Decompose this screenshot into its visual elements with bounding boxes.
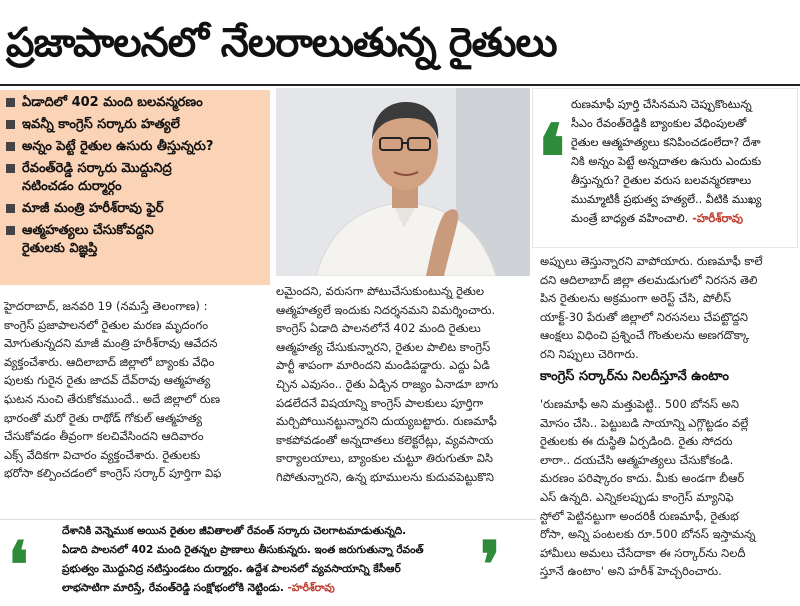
highlight-item: ఏడాదిలో 402 మంది బలవన్మరణం bbox=[6, 94, 266, 112]
quote-bottom-attribution: -హరీశ్‌రావు bbox=[283, 582, 335, 594]
bullet-square-icon bbox=[6, 204, 15, 213]
highlights-box bbox=[0, 90, 270, 285]
pull-quote-top bbox=[532, 88, 798, 248]
highlight-item: రేవంత్‌రెడ్డి సర్కారు మొద్దునిద్ర నటించడం దుర్మార్గం bbox=[6, 160, 266, 196]
quote-bottom-text: దేశానికి వెన్నెముక అయిన రైతుల జీవితాలతో రేవంత్ సర్కారు చెలగాటమాడుతున్నది. ఏడాది పాలనలో 402 మంది రైతన్నల ప్రాణాలు తీసుకున్నరు. ఇంత జరుగుతున్నా రేవంత్ ప్రభుత్వం మొద్దునిద్ర నటిస్తుండటం దుర్మార్గం. ఉద్దేశ పాలనలో వ్యవసాయాన్ని కేసీఆర్ లాభసాటిగా మారిస్తే, రేవంత్‌రెడ్డి సంక్షోభంలోకి నెట్టిండు. bbox=[62, 525, 424, 594]
quote-open-icon: ❛ bbox=[8, 528, 29, 603]
article-column-1: హైదరాబాద్, జనవరి 19 (నమస్తే తెలంగాణ) : కాంగ్రెస్ ప్రజాపాలనలో రైతుల మరణ మృదంగం మోగుతున్నదని మాజీ మంత్రి హరీశ్‌రావు ఆవేదన వ్యక్తంచేశారు. ఆదిలాబాద్ జిల్లాలో బ్యాంకు వేధిం పులకు గురైన రైతు జాదవ్ దేవ్‌రావు ఆత్మహత్య ఘటన నుంచి తేరుకోకముందే.. అదే జిల్లాలో రుణ భారంతో మరో రైతు రాథోడ్ గోకుల్ ఆత్మహత్య చేసుకోవడం తీవ్రంగా కలచివేసిందని ఆదివారం ఎక్స్ వేదికగా విచారం వ్యక్తంచేశారు. రైతులకు భరోసా కల్పించడంలో కాంగ్రెస్ సర్కార్ పూర్తిగా విఫ bbox=[4, 299, 222, 481]
highlight-item: మాజీ మంత్రి హరీశ్‌రావు ఫైర్ bbox=[6, 200, 266, 218]
bullet-square-icon bbox=[6, 142, 15, 151]
quote-top-attribution: -హరీశ్‌రావు bbox=[688, 212, 743, 225]
portrait-photo bbox=[276, 88, 530, 276]
headline: ప్రజాపాలనలో నేలరాలుతున్న రైతులు bbox=[0, 0, 800, 86]
bullet-square-icon bbox=[6, 120, 15, 129]
article-column-3-top: అప్పులు తెస్తున్నారని వాపోయారు. రుణమాఫీ కాలే దని ఆదిలాబాద్ జిల్లా తలమడుగులో నిరసన తెలి పిన రైతులను అక్రమంగా అరెస్ట్ చేసి, పోలీస్ యాక్ట్-30 పేరుతో జిల్లాలో నిరసనలు చేపట్టొద్దని ఆంక్షలు విధించి ప్రశ్నించే గొంతులను అణగదొక్కా రని నిప్పులు చెరిగారు. bbox=[540, 254, 763, 361]
quote-top-text: రుణమాఫీ పూర్తి చేసినమని చెప్పుకొంటున్న సీఎం రేవంత్‌రెడ్డికి బ్యాంకుల వేధింపులతో రైతుల ఆత్మహత్యలు కనిపించడంలేదా? దేశా నికి అన్నం పెట్టే అన్నదాతల ఉసురు ఎందుకు తీస్తున్నరు? రైతుల వరుస బలవన్మరణాలు ముమ్మాటికీ ప్రభుత్వ హత్యలే.. వీటికి ముఖ్య మంత్రే బాధ్యత వహించాలి. bbox=[571, 98, 762, 225]
portrait-illustration bbox=[276, 88, 530, 276]
highlight-item: అన్నం పెట్టే రైతుల ఉసురు తీస్తున్నరు? bbox=[6, 138, 266, 156]
article-column-2: లమైందని, వరుసగా పోటుచేసుకుంటున్న రైతుల ఆత్మహత్యలే ఇందుకు నిదర్శనమని విమర్శించారు. కాంగ్రెస్ ఏడాది పాలనలోనే 402 మంది రైతులు ఆత్మహత్య చేసుకున్నారని, రైతుల పాలిట కాంగ్రెస్ పార్టీ శాపంగా మారిందని మండిపడ్డారు. ఎద్దు ఏడి చ్చిన ఎవుసం.. రైతు ఏడ్చిన రాజ్యం ఏనాడూ బాగు పడలేదనే విషయాన్ని కాంగ్రెస్ పాలకులు పూర్తిగా మర్చిపోయినట్టున్నారని దుయ్యబట్టారు. రుణమాఫీ కాకపోవడంతో అన్నదాతలు కలెక్టరేట్లు, వ్యవసాయ కార్యాలయాలు, బ్యాంకుల చుట్టూ తిరుగుతూ విసి గిపోతున్నారని, ఉన్న భూములను కుదువపెట్టుకొని bbox=[276, 284, 499, 484]
bullet-square-icon bbox=[6, 98, 15, 107]
pull-quote-bottom bbox=[0, 519, 536, 606]
quote-open-icon: ❛ bbox=[537, 105, 567, 211]
highlight-item: ఇవన్నీ కాంగ్రెస్ సర్కారు హత్యలే bbox=[6, 116, 266, 134]
article-column-3-bottom: 'రుణమాఫీ అని మత్తుపెట్టి.. 500 బోనస్ అని మోసం చేసి.. పెట్టుబడి సాయాన్ని ఎగ్గొట్టడం వల్లే రైతులకు ఈ దుస్థితి ఏర్పడింది. రైతు సోదరు లారా.. దయచేసి ఆత్మహత్యలు చేసుకోకండి. మరణం పరిష్కారం కాదు. మీకు అండగా బీఆర్ ఎస్ ఉన్నది. ఎన్నికలప్పుడు కాంగ్రెస్ మ్యానిఫె స్టోలో పెట్టినట్టుగా అందరికీ రుణమాఫీ, రైతుభ రోసా, అన్ని పంటలకు రూ.500 బోనస్ ఇస్తామన్న హామీలు అమలు చేసేదాకా ఈ సర్కార్‌ను నిలదీ స్తూనే ఉంటాం' అని హరీశ్ హెచ్చరించారు. bbox=[540, 397, 756, 579]
highlight-item: ఆత్మహత్యలు చేసుకోవద్దని రైతులకు విజ్ఞప్తి bbox=[6, 222, 266, 258]
subheading: కాంగ్రెస్ సర్కార్‌ను నిలదీస్తూనే ఉంటాం bbox=[540, 369, 729, 384]
quote-close-icon: ❜ bbox=[480, 528, 501, 603]
bullet-square-icon bbox=[6, 226, 15, 235]
bullet-square-icon bbox=[6, 164, 15, 173]
